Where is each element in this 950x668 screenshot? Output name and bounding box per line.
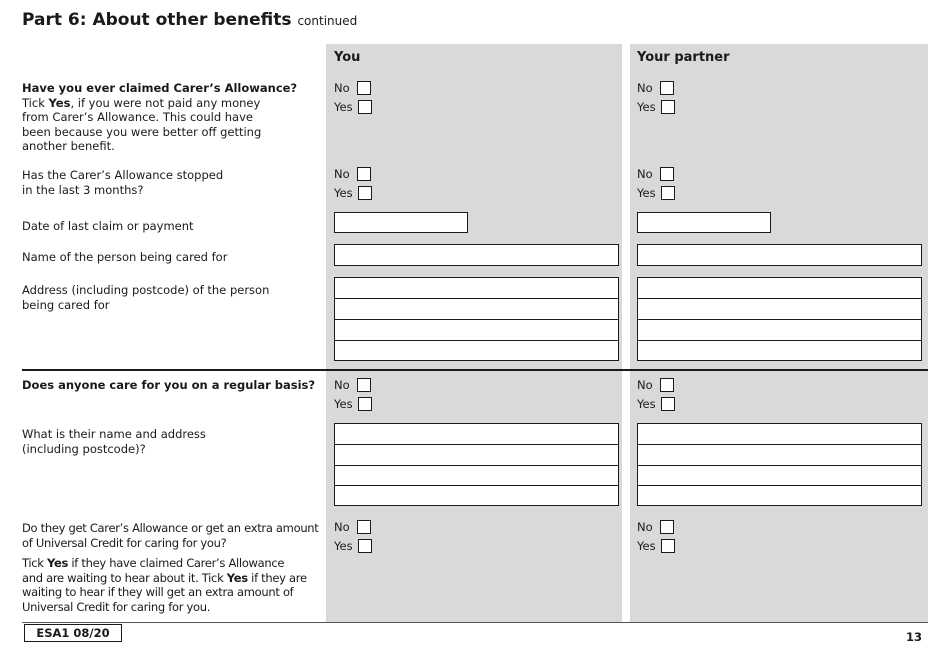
q6-you-yes-option[interactable] bbox=[334, 397, 372, 411]
page-number: 13 bbox=[905, 630, 922, 644]
checkbox[interactable] bbox=[357, 378, 371, 392]
checkbox[interactable] bbox=[357, 167, 371, 181]
checkbox[interactable] bbox=[661, 539, 675, 553]
q8-partner-no-option[interactable] bbox=[637, 520, 674, 534]
form-code: ESA1 08/20 bbox=[24, 624, 122, 642]
partner-column-heading: Your partner bbox=[637, 50, 730, 65]
question-allowance-stopped bbox=[22, 168, 223, 197]
question-text: (including postcode)? bbox=[22, 441, 146, 456]
question-text: being cared for bbox=[22, 297, 110, 312]
option-label: No bbox=[637, 378, 653, 392]
you-carer-line-1[interactable] bbox=[334, 423, 619, 445]
partner-address-line-4[interactable] bbox=[637, 340, 922, 361]
you-address-line-4[interactable] bbox=[334, 340, 619, 361]
continued-label: continued bbox=[297, 14, 358, 28]
checkbox[interactable] bbox=[358, 539, 372, 553]
option-label: Yes bbox=[334, 100, 353, 114]
question-text: of Universal Credit for caring for you? bbox=[22, 535, 227, 550]
partner-date-field[interactable] bbox=[637, 212, 771, 233]
q1-partner-no-option[interactable] bbox=[637, 81, 674, 95]
option-label: Yes bbox=[637, 397, 656, 411]
question-claimed-carers-allowance bbox=[22, 81, 297, 154]
question-title: Does anyone care for you on a regular basis? bbox=[22, 378, 316, 392]
q1-you-no-option[interactable] bbox=[334, 81, 371, 95]
you-carer-line-3[interactable] bbox=[334, 465, 619, 486]
q1-you-yes-option[interactable] bbox=[334, 100, 372, 114]
you-address-line-2[interactable] bbox=[334, 298, 619, 320]
question-text: in the last 3 months? bbox=[22, 182, 144, 197]
question-name-person-cared-for: Name of the person being cared for bbox=[22, 250, 228, 264]
question-text: been because you were better off getting bbox=[22, 124, 262, 139]
question-text: , if you were not paid any money bbox=[70, 95, 261, 110]
question-note: and are waiting to hear about it. Tick bbox=[22, 570, 224, 585]
question-title: Have you ever claimed Carer’s Allowance? bbox=[22, 81, 298, 95]
q6-partner-yes-option[interactable] bbox=[637, 397, 675, 411]
question-note: waiting to hear if they will get an extra amount of bbox=[22, 585, 294, 599]
you-address-line-3[interactable] bbox=[334, 319, 619, 341]
option-label: No bbox=[334, 378, 350, 392]
question-anyone-care-for-you bbox=[22, 378, 315, 393]
option-label: Yes bbox=[334, 539, 353, 553]
q2-partner-yes-option[interactable] bbox=[637, 186, 675, 200]
checkbox[interactable] bbox=[660, 378, 674, 392]
q8-you-yes-option[interactable] bbox=[334, 539, 372, 553]
question-carer-name-address bbox=[22, 427, 206, 456]
option-label: No bbox=[334, 167, 350, 181]
option-label: No bbox=[334, 81, 350, 95]
question-text: Do they get Carer’s Allowance or get an extra amount bbox=[22, 521, 319, 535]
q8-you-no-option[interactable] bbox=[334, 520, 371, 534]
partner-address-line-1[interactable] bbox=[637, 277, 922, 299]
checkbox[interactable] bbox=[358, 397, 372, 411]
checkbox[interactable] bbox=[660, 520, 674, 534]
q6-partner-no-option[interactable] bbox=[637, 378, 674, 392]
question-note-bold: Yes bbox=[47, 556, 69, 570]
you-carer-line-2[interactable] bbox=[334, 444, 619, 466]
checkbox[interactable] bbox=[661, 186, 675, 200]
question-text-bold: Yes bbox=[48, 95, 71, 110]
checkbox[interactable] bbox=[358, 186, 372, 200]
question-address-person-cared-for bbox=[22, 283, 269, 312]
question-text: from Carer’s Allowance. This could have bbox=[22, 110, 253, 124]
question-text: What is their name and address bbox=[22, 427, 206, 441]
partner-carer-line-3[interactable] bbox=[637, 465, 922, 486]
you-name-field[interactable] bbox=[334, 244, 619, 266]
footer-rule bbox=[22, 622, 928, 623]
question-note: Tick bbox=[22, 556, 44, 570]
q6-you-no-option[interactable] bbox=[334, 378, 371, 392]
question-text: Address (including postcode) of the person bbox=[22, 283, 270, 297]
question-note: Universal Credit for caring for you. bbox=[22, 599, 211, 614]
checkbox[interactable] bbox=[660, 81, 674, 95]
partner-carer-line-2[interactable] bbox=[637, 444, 922, 466]
option-label: No bbox=[334, 520, 350, 534]
option-label: No bbox=[637, 520, 653, 534]
question-note-bold: Yes bbox=[226, 570, 248, 585]
you-column-heading: You bbox=[334, 50, 361, 65]
partner-carer-line-4[interactable] bbox=[637, 485, 922, 506]
q2-you-yes-option[interactable] bbox=[334, 186, 372, 200]
question-text: Tick bbox=[22, 95, 45, 110]
page-title bbox=[22, 10, 357, 30]
option-label: No bbox=[637, 81, 653, 95]
checkbox[interactable] bbox=[357, 81, 371, 95]
q8-partner-yes-option[interactable] bbox=[637, 539, 675, 553]
checkbox[interactable] bbox=[357, 520, 371, 534]
you-address-line-1[interactable] bbox=[334, 277, 619, 299]
checkbox[interactable] bbox=[661, 397, 675, 411]
checkbox[interactable] bbox=[358, 100, 372, 114]
you-date-field[interactable] bbox=[334, 212, 468, 233]
question-note: if they have claimed Carer’s Allowance bbox=[68, 556, 285, 570]
question-date-last-claim: Date of last claim or payment bbox=[22, 219, 194, 233]
question-note: if they are bbox=[247, 570, 307, 585]
q2-partner-no-option[interactable] bbox=[637, 167, 674, 181]
checkbox[interactable] bbox=[660, 167, 674, 181]
section-divider bbox=[22, 369, 928, 371]
q1-partner-yes-option[interactable] bbox=[637, 100, 675, 114]
partner-address-line-3[interactable] bbox=[637, 319, 922, 341]
question-text: another benefit. bbox=[22, 139, 115, 153]
option-label: Yes bbox=[637, 100, 656, 114]
partner-carer-line-1[interactable] bbox=[637, 423, 922, 445]
question-carer-get-allowance bbox=[22, 521, 319, 614]
question-text: Has the Carer’s Allowance stopped bbox=[22, 168, 224, 182]
page-title-text: Part 6: About other benefits bbox=[22, 10, 292, 30]
option-label: Yes bbox=[637, 186, 656, 200]
q2-you-no-option[interactable] bbox=[334, 167, 371, 181]
option-label: Yes bbox=[334, 186, 353, 200]
option-label: No bbox=[637, 167, 653, 181]
option-label: Yes bbox=[334, 397, 353, 411]
partner-address-line-2[interactable] bbox=[637, 298, 922, 320]
option-label: Yes bbox=[637, 539, 656, 553]
partner-name-field[interactable] bbox=[637, 244, 922, 266]
checkbox[interactable] bbox=[661, 100, 675, 114]
you-carer-line-4[interactable] bbox=[334, 485, 619, 506]
